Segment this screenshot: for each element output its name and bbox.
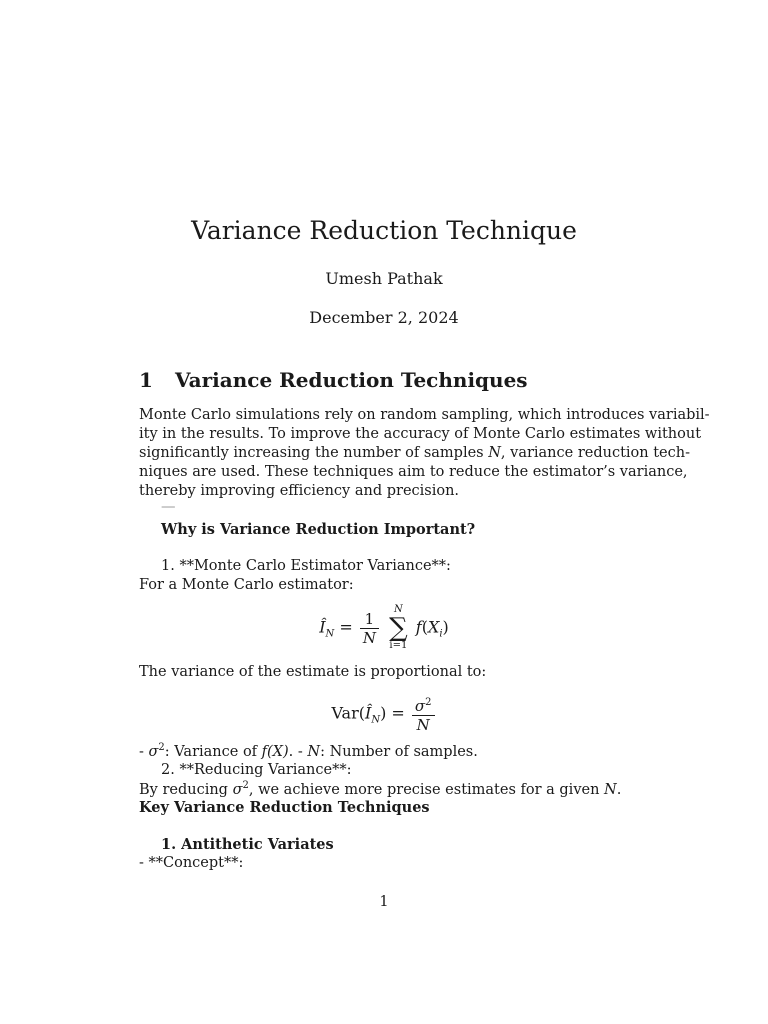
document-author: Umesh Pathak: [325, 269, 443, 288]
concept-line: - **Concept**:: [139, 855, 244, 871]
variance-equation: $Var(Î_N)$ = $\frac{\sigma^2}{N}$: [0, 694, 768, 734]
intro-line-3: [139, 445, 690, 461]
antithetic-heading: 1. Antithetic Variates: [161, 836, 334, 853]
proportional-text: The variance of the estimate is proportional to:: [139, 664, 487, 680]
reducing-line: [139, 780, 621, 798]
intro-line-1: Monte Carlo simulations rely on random sampling, which introduces variabil-: [139, 407, 710, 423]
reducing-sup-2: 2: [242, 780, 249, 791]
bullet-sup-2: 2: [158, 742, 165, 753]
key-techniques-heading: Key Variance Reduction Techniques: [139, 799, 430, 816]
reducing-b: , we achieve more precise estimates for a given: [248, 781, 605, 798]
eq2-sub-N: N: [371, 714, 381, 726]
eq2-numerator: [412, 694, 435, 716]
section-title: Variance Reduction Techniques: [175, 368, 528, 392]
eq2-var: Var: [331, 703, 359, 723]
reducing-N: N: [604, 781, 617, 798]
eq1-sub-i: i: [439, 628, 443, 640]
eq1-sub-N: N: [325, 628, 335, 640]
bullet-fX: f(X): [261, 743, 289, 760]
bullet-line: - $\sigma^2$: Variance of f(X). - N: Number of samples.: [139, 742, 478, 760]
section-number: 1: [139, 368, 153, 392]
bullet-a: : Variance of: [164, 743, 262, 760]
document-date: December 2, 2024: [309, 308, 459, 327]
intro-line-5: thereby improving efficiency and precision.: [139, 483, 460, 499]
eq1-denominator: N: [362, 628, 377, 647]
eq2-denominator: N: [416, 716, 430, 734]
section-heading: [139, 368, 528, 392]
eq1-I-hat: Î: [319, 617, 326, 637]
intro-line-3a: significantly increasing the number of samples: [139, 445, 489, 461]
document-title: Variance Reduction Technique: [191, 216, 577, 245]
eq1-sum-upper: N: [394, 604, 403, 615]
separator-dash: —: [161, 499, 176, 515]
eq2-I-hat: Î: [365, 703, 372, 723]
eq1-numerator: 1: [360, 610, 379, 629]
why-heading: Why is Variance Reduction Important?: [161, 521, 476, 538]
estimator-equation: $Î_N$ = $\frac{1}{N}$ N ∑ i=1 $f(X_i)$: [319, 604, 449, 651]
bullet-b: . -: [288, 743, 308, 760]
eq1-f: f: [415, 617, 422, 637]
eq1-X: X: [427, 617, 440, 637]
sum-icon: ∑: [389, 613, 408, 643]
intro-line-2: ity in the results. To improve the accuracy of Monte Carlo estimates without: [139, 426, 702, 442]
page-number: 1: [379, 894, 389, 910]
bullet-sigma: σ: [148, 743, 159, 760]
bullet-N: N: [307, 743, 321, 760]
for-estimator-text: For a Monte Carlo estimator:: [139, 577, 354, 593]
eq1-sum: [389, 604, 408, 652]
reducing-sigma: σ: [232, 781, 243, 798]
eq2-sup-2: 2: [425, 697, 432, 708]
reducing-c: .: [616, 781, 622, 798]
why-item-2: 2. **Reducing Variance**:: [161, 762, 352, 778]
eq1-sum-lower: i=1: [389, 640, 408, 651]
math-N: N: [488, 445, 501, 461]
eq1-fraction: [360, 610, 379, 647]
eq2-sigma: σ: [414, 697, 426, 715]
intro-line-3b: , variance reduction tech-: [500, 445, 690, 461]
bullet-c: : Number of samples.: [320, 743, 478, 760]
intro-line-4: niques are used. These techniques aim to reduce the estimator’s variance,: [139, 464, 688, 480]
why-item-1: 1. **Monte Carlo Estimator Variance**:: [161, 558, 451, 574]
reducing-a: By reducing: [139, 781, 233, 798]
eq2-fraction: [412, 694, 435, 734]
